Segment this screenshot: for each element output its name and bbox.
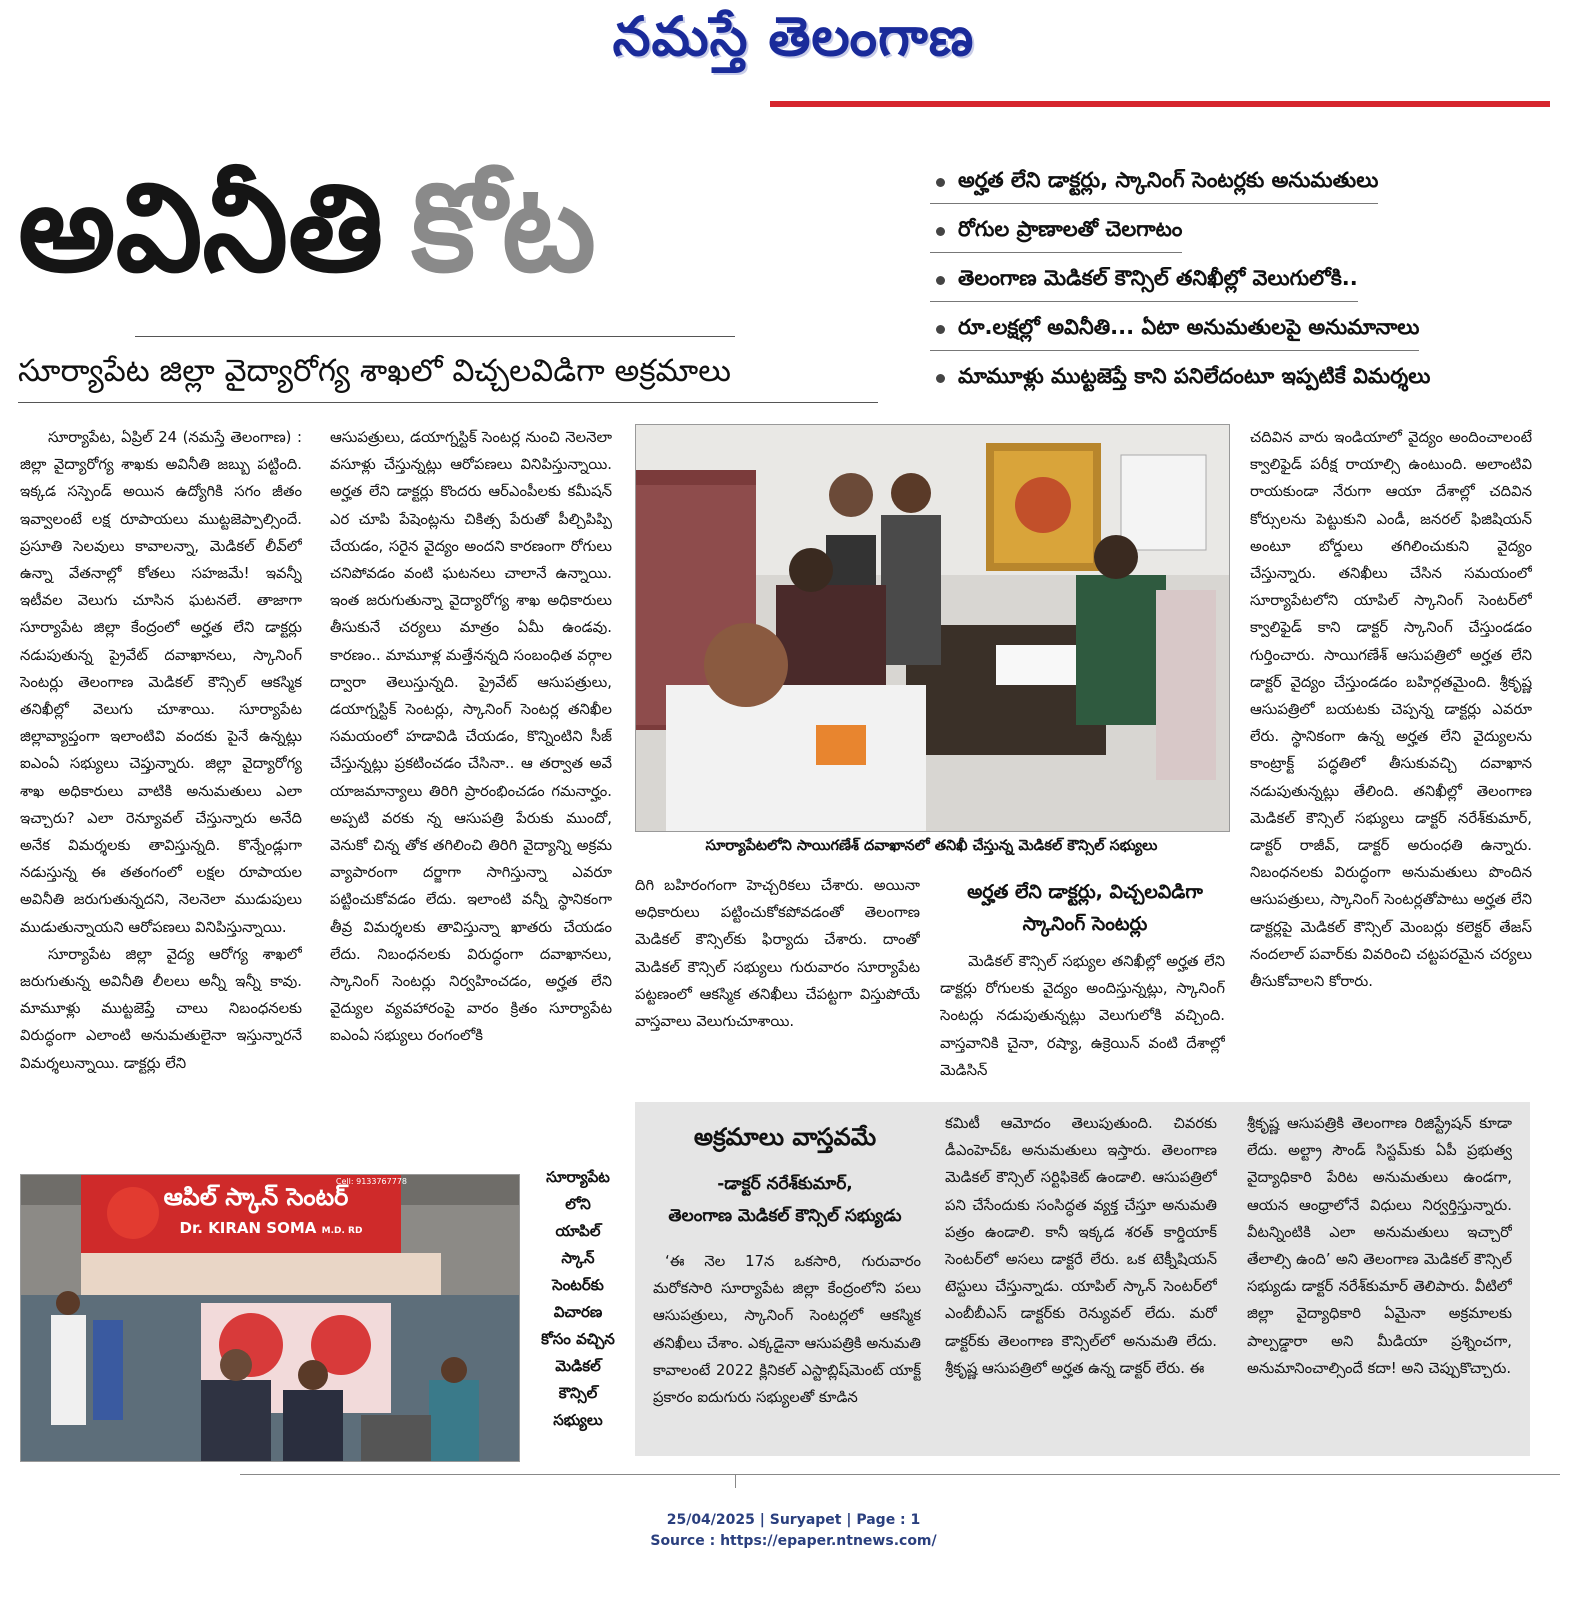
bullet-icon [936,178,945,187]
caption-line: సూర్యాపేట [546,1168,610,1186]
highlights-list [930,160,1560,404]
highlight-text: తెలంగాణ మెడికల్ కౌన్సిల్ తనిఖీల్లో వెలుగులోకి.. [958,266,1358,290]
highlight-item [930,356,1430,399]
subhead-rule-bottom [18,402,878,403]
article-column-4 [940,948,1225,1083]
scan-centre-photo [20,1174,520,1462]
box-byline-name: -డాక్టర్ నరేశ్‌కుమార్, [717,1174,853,1194]
footer-dateline: 25/04/2025 | Suryapet | Page : 1 [666,1512,921,1528]
highlight-text: రూ.లక్షల్లో అవినీతి... ఏటా అనుమతులపై అనుమానాలు [958,315,1420,339]
article-paragraph: చదివిన వారు ఇండియాలో వైద్యం అందించాలంటే క్వాలిఫైడ్ పరీక్ష రాయాల్సి ఉంటుంది. అలాంటివి రాయకుండా నేరుగా ఆయా దేశాల్లో చదివిన కోర్సులను పెట్టుకుని ఎండీ, జనరల్ ఫిజిషియన్ అంటూ బోర్డులు తగిలించుకుని వైద్యం చేస్తున్నారు. తనిఖీలు చేసిన సమయంలో సూర్యాపేటలోని యాపిల్ స్కానింగ్ సెంటర్‌లో క్వాలిఫైడ్ కాని డాక్టర్ స్కానింగ్ చేస్తుండడం గుర్తించారు. సాయిగణేశ్ ఆసుపత్రిలో అర్హత లేని డాక్టర్ వైద్యం చేస్తుండడం బహిర్గతమైంది. శ్రీకృష్ణ ఆసుపత్రిలో బయటకు చెప్పన్న డాక్టర్లు ఎవరూ లేరు. స్థానికంగా ఉన్న అర్హత లేని వైద్యులను కాంట్రాక్ట్ పద్ధతిలో తీసుకువచ్చి దవాఖాన నడుపుతున్నట్లు తేలింది. తనిఖీల్లో తెలంగాణ మెడికల్ కౌన్సిల్ సభ్యులు డాక్టర్ నరేశ్‌కుమార్, డాక్టర్ రాజీవ్, డాక్టర్ అరుంధతి ఉన్నారు. నిబంధనలకు విరుద్ధంగా అనుమతులు పొందిన ఆసుపత్రులు, స్కానింగ్ సెంటర్లతోపాటు అర్హత లేని డాక్టర్లపై మెడికల్ కౌన్సిల్ మెంబర్లు కలెక్టర్ తేజస్ నందలాల్ పవార్‌కు వివరించి చట్టపరమైన చర్యలు తీసుకోవాలని కోరారు. [1250,429,1532,991]
headline-part2: కోట [411,157,596,299]
highlight-text: రోగుల ప్రాణాలతో చెలగాటం [958,217,1183,241]
caption-line: స్కాన్ [561,1249,595,1267]
highlight-item [930,160,1378,204]
article-column-5 [1250,424,1532,1084]
box-column-2 [945,1110,1217,1450]
subheadline: సూర్యాపేట జిల్లా వైద్యారోగ్య శాఖలో విచ్చలవిడిగా అక్రమాలు [18,353,731,389]
caption-line: కౌన్సిల్ [558,1384,598,1402]
box-column-1 [653,1248,921,1448]
highlight-text: మామూళ్లు ముట్టజెప్తే కాని పనిలేదంటూ ఇప్పటికే విమర్శలు [958,364,1431,388]
section-subheading: అర్హత లేని డాక్టర్లు, విచ్చలవిడిగా స్కానింగ్ సెంటర్లు [967,881,1203,935]
article-column-2 [330,424,612,1166]
article-column-3 [635,872,920,1072]
sidebar-box [635,1102,1530,1456]
box-paragraph: కమిటీ ఆమోదం తెలుపుతుంది. చివరకు డీఎంహెచ్‌ఓ అనుమతులు ఇస్తారు. తెలంగాణ మెడికల్ కౌన్సిల్ సర్టిఫికెట్ ఉండాలి. ఆసుపత్రిలో పని చేసేందుకు సంసిద్ధత వ్యక్త చేస్తూ అనుమతి పత్రం ఉండాలి. కానీ ఇక్కడ శరత్ కార్డియాక్ సెంటర్‌లో అసలు డాక్టరే లేరు. ఒక టెక్నీషియన్ టెస్టులు చేస్తున్నాడు. యాపిల్ స్కాన్ సెంటర్‌లో ఎంబీబీఎస్ డాక్టర్‌కు రెన్యువల్ లేదు. మరో డాక్టర్‌కు తెలంగాణ కౌన్సిల్‌లో అనుమతి లేదు. శ్రీకృష్ణ ఆసుపత్రిలో అర్హత ఉన్న డాక్టర్ లేరు. ఈ [945,1115,1217,1377]
caption-line: లోని [565,1195,591,1213]
article-paragraph: ఆసుపత్రులు, డయాగ్నస్టిక్ సెంటర్ల నుంచి నెలనెలా వసూళ్లు చేస్తున్నట్లు ఆరోపణలు వినిపిస్తున్నాయి. అర్హత లేని డాక్టర్లు కొందరు ఆర్‌ఎంపీలకు కమీషన్ ఎర చూపి పేషెంట్లను చికిత్స పేరుతో పీల్చిపిప్పి చేయడం, సరైన వైద్యం అందని కారణంగా రోగులు చనిపోవడం వంటి ఘటనలు చాలానే ఉన్నాయి. ఇంత జరుగుతున్నా వైద్యారోగ్య శాఖ అధికారులు తీసుకునే చర్యలు మాత్రం ఏమీ ఉండవు. కారణం.. మామూళ్ల మత్తేనన్నది సంబంధిత వర్గాల ద్వారా తెలుస్తున్నది. ప్రైవేట్ ఆసుపత్రులు, డయాగ్నస్టిక్ సెంటర్లు, స్కానింగ్ సెంటర్ల తనిఖీల సమయంలో హడావిడి చేయడం, కొన్నింటిని సీజ్ చేస్తున్నట్లు ప్రకటించడం చేసినా.. ఆ తర్వాత అవే యాజమాన్యాలు తిరిగి ప్రారంభించడం గమనార్హం. అప్పటి వరకు న్న ఆసుపత్రి పేరుకు ముందో, వెనుకో చిన్న తోక తగిలించి తిరిగి వైద్యాన్ని అక్రమ వ్యాపారంగా దర్జాగా సాగిస్తున్నా ఎవరూ పట్టించుకోవడం లేదు. ఇలాంటి వన్నీ స్థానికంగా తీవ్ర విమర్శలకు తావిస్తున్నా ఖాతరు చేయడం లేదు. నిబంధనలకు విరుద్ధంగా దవాఖానలు, స్కానింగ్ సెంటర్లు నిర్వహించడం, అర్హత లేని వైద్యుల వ్యవహారంపై వారం క్రితం సూర్యాపేట ఐఎంఏ సభ్యులు రంగంలోకి [330,429,612,1045]
bullet-icon [936,276,945,285]
headline-part1: అవినీతి [18,157,384,299]
box-column-3 [1247,1110,1512,1450]
scan-centre-phone: Cell: 9133767778 [335,1177,407,1186]
box-title: అక్రమాలు వాస్తవమే [693,1123,877,1151]
scan-centre-photo-image [21,1175,519,1461]
masthead-logo: నమస్తే తెలంగాణ [612,4,975,68]
caption-line: విచారణ [553,1303,603,1321]
bullet-icon [936,374,945,383]
article-paragraph: సూర్యాపేట జిల్లా వైద్య ఆరోగ్య శాఖలో జరుగుతున్న అవినీతి లీలలు అన్నీ ఇన్నీ కావు. మామూళ్లు ముట్టజెప్తే చాలు నిబంధనలకు విరుద్ధంగా ఎలాంటి అనుమతులైనా ఇస్తున్నారనే విమర్శలున్నాయి. డాక్టర్లు లేని [20,945,302,1072]
article-column-1 [20,424,302,1166]
footer-tick [735,1474,736,1488]
highlight-item [930,307,1419,351]
caption-line: సభ్యులు [553,1411,603,1429]
scan-centre-doctor-name: Dr. KIRAN SOMA [179,1219,317,1237]
highlight-item [930,258,1358,302]
article-paragraph: దిగి బహిరంగంగా హెచ్చరికలు చేశారు. అయినా అధికారులు పట్టించుకోకపోవడంతో తెలంగాణ మెడికల్ కౌన్సిల్‌కు ఫిర్యాదు చేశారు. దాంతో మెడికల్ కౌన్సిల్ సభ్యులు గురువారం సూర్యాపేట పట్టణంలో ఆకస్మిక తనిఖీలు చేపట్టగా విస్తుపోయే వాస్తవాలు వెలుగుచూశాయి. [635,877,920,1031]
caption-line: సెంటర్‌కు [552,1276,604,1294]
caption-line: మెడికల్ [555,1357,601,1375]
highlight-text: అర్హత లేని డాక్టర్లు, స్కానింగ్ సెంటర్లకు అనుమతులు [958,168,1379,192]
inspection-photo-caption: సూర్యాపేటలోని సాయిగణేశ్ దవాఖానలో తనిఖీ చేస్తున్న మెడికల్ కౌన్సిల్ సభ్యులు [705,838,1158,854]
bullet-icon [936,325,945,334]
inspection-photo [635,424,1230,832]
highlight-item [930,209,1182,253]
scan-centre-sign: ఆపిల్ స్కాన్ సెంటర్ [163,1183,349,1211]
footer-rule [240,1474,1560,1475]
caption-line: యాపిల్ [555,1222,601,1240]
bullet-icon [936,227,945,236]
footer-source: Source : https://epaper.ntnews.com/ [650,1533,937,1549]
box-byline-role: తెలంగాణ మెడికల్ కౌన్సిల్ సభ్యుడు [668,1206,902,1226]
caption-line: కోసం వచ్చిన [541,1330,615,1348]
headline [18,128,918,328]
article-paragraph: మెడికల్ కౌన్సిల్ సభ్యుల తనిఖీల్లో అర్హత లేని డాక్టర్లు రోగులకు వైద్యం అందిస్తున్నట్లు, స్కానింగ్ సెంటర్లు నడుపుతున్నట్లు వెలుగులోకి వచ్చింది. వాస్తవానికి చైనా, రష్యా, ఉక్రెయిన్ వంటి దేశాల్లో మెడిసిన్ [940,953,1225,1079]
scan-centre-degree: M.D. RD [321,1226,363,1236]
article-paragraph: సూర్యాపేట, ఏప్రిల్ 24 (నమస్తే తెలంగాణ) : జిల్లా వైద్యారోగ్య శాఖకు అవినీతి జబ్బు పట్టింది. ఇక్కడ సస్పెండ్ అయిన ఉద్యోగికి సగం జీతం ఇవ్వాలంటే లక్ష రూపాయలు ముట్టజెప్పాల్సిందే. ప్రసూతి సెలవులు కావాలన్నా, మెడికల్ లీవ్‌లో ఉన్నా వేతనాల్లో కోతలు సహజమే! ఇవన్నీ ఇటీవల వెలుగు చూసిన ఘటనలే. తాజాగా సూర్యాపేట జిల్లా కేంద్రంలో అర్హత లేని డాక్టర్లు నడుపుతున్న ప్రైవేట్ దవాఖానలు, స్కానింగ్ సెంటర్లు తెలంగాణ మెడికల్ కౌన్సిల్ ఆకస్మిక తనిఖీల్లో వెలుగు చూశాయి. సూర్యాపేట జిల్లావ్యాప్తంగా ఇలాంటివి వందకు పైనే ఉన్నట్లు ఐఎంఏ సభ్యులు చెప్తున్నారు. జిల్లా వైద్యారోగ్య శాఖ అధికారులు వాటికి అనుమతులు ఎలా ఇచ్చారు? ఎలా రెన్యూవల్ చేస్తున్నారు అనేది అనేక విమర్శలకు తావిస్తున్నది. కొన్నేండ్లుగా నడుస్తున్న ఈ తతంగంలో లక్షల రూపాయల అవినీతి జరుగుతున్నదని, నెలనెలా ముడుపులు ముడుతున్నాయని ఆరోపణలు వినిపిస్తున్నాయి. [20,429,302,936]
box-paragraph: ‘ఈ నెల 17న ఒకసారి, గురువారం మరోకసారి సూర్యాపేట జిల్లా కేంద్రంలోని పలు ఆసుపత్రులు, స్కానింగ్ సెంటర్లలో ఆకస్మిక తనిఖీలు చేశాం. ఎక్కడైనా ఆసుపత్రికి అనుమతి కావాలంటే 2022 క్లినికల్ ఎస్టాబ్లిష్‌మెంట్ యాక్ట్ ప్రకారం ఐదుగురు సభ్యులతో కూడిన [653,1253,921,1407]
scan-centre-doctor [171,1219,371,1237]
box-paragraph: శ్రీకృష్ణ ఆసుపత్రికి తెలంగాణ రిజిస్ట్రేషన్ కూడా లేదు. అల్ట్రా సౌండ్ సిస్టమ్‌కు ఏపీ ప్రభుత్వ వైద్యాధికారి పేరిట అనుమతులు ఉండగా, ఆయన ఆంధ్రాలోనే విధులు నిర్వర్తిస్తున్నారు. వీటన్నింటికి ఎలా అనుమతులు ఇచ్చారో తేలాల్సి ఉంది’ అని తెలంగాణ మెడికల్ కౌన్సిల్ సభ్యుడు డాక్టర్ నరేశ్‌కుమార్ తెలిపారు. వీటిలో జిల్లా వైద్యాధికారి ఏమైనా అక్రమాలకు పాల్పడ్డారా అని మీడియా ప్రశ్నించగా, అనుమానించాల్సిందే కదా! అని చెప్పుకొచ్చారు. [1247,1115,1512,1377]
scan-centre-photo-caption [528,1164,628,1434]
subhead-rule-top [135,336,735,337]
inspection-photo-image [636,425,1229,831]
header-rule [770,101,1550,107]
